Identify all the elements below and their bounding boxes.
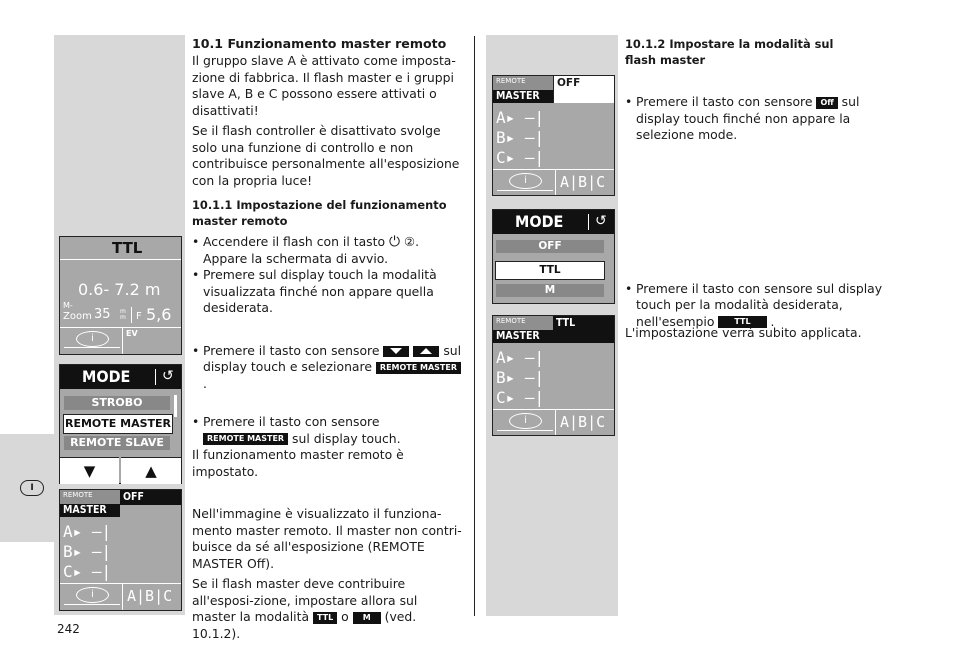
master-value[interactable]: OFF (120, 490, 181, 505)
para-2: Se il flash controller è disattivato svolge solo una funzione di controllo e non contribuisce personalmente all'esposizione con la propria luce! (192, 123, 460, 188)
down-arrow-key-icon (383, 346, 409, 357)
para-1: Il gruppo slave A è attivato come imposta-zione di fabbrica. Il flash master e i gruppi slave A, B e C possono essere attivati o disattivati! (192, 53, 456, 118)
group-c-row[interactable]: C▸ —| (496, 148, 545, 167)
abc-button[interactable]: A|B|C (560, 173, 606, 191)
ttl-tag: TTL (718, 316, 766, 328)
section-heading: 10.1 Funzionamento master remoto (192, 36, 447, 51)
side-tab-marker: I (20, 480, 44, 496)
f-value: 5,6 (146, 305, 172, 324)
ttl-mode-label: TTL (112, 239, 143, 257)
remote-label: REMOTE (63, 491, 93, 499)
zoom-value: 35 (94, 307, 111, 322)
back-icon[interactable]: ↺ (595, 213, 607, 229)
range-value: 0.6- 7.2 m (78, 280, 161, 299)
zoom-unit: m m (120, 308, 126, 321)
up-arrow-key-icon (413, 346, 439, 357)
master-value[interactable]: OFF (553, 76, 614, 103)
remote-master-tag: REMOTE MASTER (203, 433, 288, 445)
back-icon[interactable]: ↺ (162, 368, 174, 384)
remote-off-screen-right (492, 75, 615, 196)
para-4: Se il flash master deve contribuire all'esposi-zione, impostare allora sul master la modalità TTL o M (ved. 10.1.2). (192, 576, 418, 641)
group-a-row[interactable]: A▸ —| (496, 348, 545, 367)
note-text: L'impostazione verrà subito applicata. (625, 325, 862, 340)
group-a-row[interactable]: A▸ —| (63, 522, 112, 541)
group-c-row[interactable]: C▸ —| (63, 562, 112, 581)
up-button[interactable]: ▲ (121, 457, 181, 484)
column-divider (474, 36, 475, 616)
ttl-tag: TTL (313, 612, 337, 624)
result-text: Il funzionamento master remoto è impostato. (192, 447, 404, 479)
para-3: Nell'immagine è visualizzato il funziona-mento master remoto. Il master non contri-buisce da sé all'esposizione (REMOTE MASTER Off). (192, 506, 462, 571)
master-label: MASTER (493, 90, 553, 103)
info-button[interactable]: i (76, 587, 109, 603)
info-button[interactable]: i (509, 173, 542, 189)
mode-item-strobo[interactable]: STROBO (64, 396, 170, 410)
bullet-power-on: • Accendere il flash con il tasto ⏻ ②. Appare la schermata di avvio. (192, 234, 464, 267)
page-number: 242 (57, 622, 80, 636)
remote-master-tag: REMOTE MASTER (376, 362, 461, 374)
group-b-row[interactable]: B▸ —| (496, 128, 545, 147)
mode-item-ttl[interactable]: TTL (495, 261, 605, 280)
abc-button[interactable]: A|B|C (560, 413, 606, 431)
master-value[interactable]: TTL (553, 316, 614, 343)
down-button[interactable]: ▼ (60, 457, 119, 484)
group-a-row[interactable]: A▸ —| (496, 108, 545, 127)
mode-item-off[interactable]: OFF (496, 240, 604, 253)
mode-select-screen (492, 209, 615, 304)
sub-heading-right: 10.1.2 Impostare la modalità sul flash master (625, 37, 834, 67)
remote-off-screen (59, 489, 182, 611)
right-text-column (625, 36, 877, 68)
f-label: F (136, 311, 142, 322)
mode-item-remote-master[interactable]: REMOTE MASTER (63, 414, 173, 434)
master-label: MASTER (493, 330, 553, 343)
bullet-select-ttl: • Premere il tasto con sensore sul display touch per la modalità desiderata, nell'esempio TTL . (625, 281, 886, 331)
remote-ttl-screen (492, 315, 615, 436)
zoom-label: M- (63, 301, 73, 310)
zoom-label2: Zoom (63, 311, 92, 322)
m-tag: M (353, 612, 381, 624)
mode-item-remote-slave[interactable]: REMOTE SLAVE (64, 436, 170, 450)
bullet-select-mode: • Premere sul display touch la modalità visualizzata finché non appare quella desiderata. (192, 267, 464, 317)
mode-title: MODE (493, 210, 614, 234)
ttl-screen (59, 236, 182, 355)
group-b-row[interactable]: B▸ —| (496, 368, 545, 387)
bullet-off-key: • Premere il tasto con sensore Off sul display touch finché non appare la selezione mode. (625, 94, 881, 144)
ev-button[interactable]: EV (126, 329, 138, 338)
mode-item-m[interactable]: M (496, 284, 604, 297)
remote-label: REMOTE (496, 317, 526, 325)
mode-list-screen (59, 364, 182, 484)
bullet-arrow-keys: • Premere il tasto con sensore sul display touch e selezionare REMOTE MASTER . (192, 343, 464, 393)
remote-label: REMOTE (496, 77, 526, 85)
master-label: MASTER (60, 504, 120, 517)
info-button[interactable]: i (76, 331, 109, 347)
left-text-column (192, 36, 464, 642)
group-c-row[interactable]: C▸ —| (496, 388, 545, 407)
off-tag: Off (816, 97, 837, 109)
sub-heading: 10.1.1 Impostazione del funzionamento master remoto (192, 198, 447, 228)
power-icon: ⏻ (389, 234, 401, 250)
abc-button[interactable]: A|B|C (127, 587, 173, 605)
mode-title: MODE (60, 365, 181, 389)
scrollbar[interactable] (174, 395, 177, 417)
group-b-row[interactable]: B▸ —| (63, 542, 112, 561)
bullet-confirm: • Premere il tasto con sensore REMOTE MASTER sul display touch. (192, 414, 464, 447)
info-button[interactable]: i (509, 413, 542, 429)
